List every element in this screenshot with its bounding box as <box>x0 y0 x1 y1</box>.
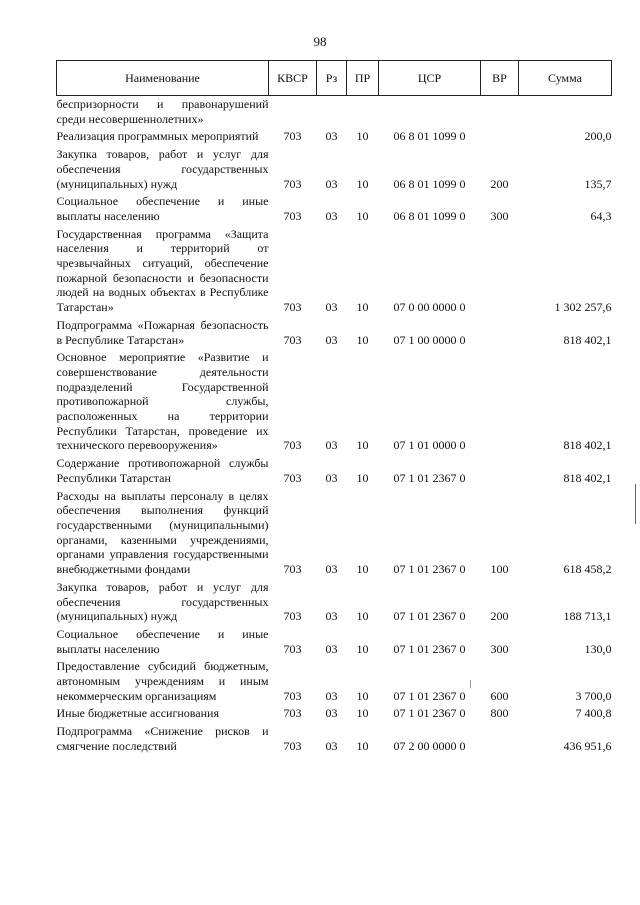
cell-name: Социальное обеспечение и иные выплаты населению <box>56 194 269 223</box>
table-row <box>57 349 612 455</box>
cell-pr: 10 <box>356 129 369 144</box>
cell-pr: 10 <box>356 176 369 191</box>
cell-kvsr: 703 <box>283 738 302 753</box>
cell-sum: 188 713,1 <box>563 609 612 624</box>
table-row <box>57 723 612 755</box>
cell-csr <box>379 96 481 129</box>
table-row <box>57 317 612 349</box>
table-header-row <box>57 61 612 96</box>
header-kvsr: КВСР <box>269 61 317 96</box>
cell-kvsr: 703 <box>283 208 302 223</box>
cell-pr: 10 <box>356 470 369 485</box>
cell-sum: 1 302 257,6 <box>554 300 612 315</box>
cell-vr: 800 <box>490 706 509 721</box>
cell-vr <box>481 96 519 129</box>
cell-vr: 300 <box>490 641 509 656</box>
cell-vr <box>481 317 519 349</box>
cell-sum: 3 700,0 <box>575 688 612 703</box>
cell-name: Реализация программных мероприятий <box>56 129 259 144</box>
cell-kvsr: 703 <box>283 176 302 191</box>
cell-pr: 10 <box>356 438 369 453</box>
cell-csr: 07 1 01 2367 0 <box>393 641 466 656</box>
cell-name: Закупка товаров, работ и услуг для обеспечения государственных (муниципальных) нужд <box>56 147 269 191</box>
cell-name: Социальное обеспечение и иные выплаты населению <box>56 626 269 656</box>
cell-kvsr: 703 <box>283 562 302 577</box>
scan-mark <box>470 680 471 688</box>
table-row <box>57 579 612 626</box>
cell-vr: 100 <box>490 562 509 577</box>
cell-kvsr: 703 <box>283 688 302 703</box>
cell-sum: 130,0 <box>584 641 612 656</box>
cell-rz: 03 <box>325 738 338 753</box>
cell-csr: 07 1 00 0000 0 <box>393 332 466 347</box>
cell-vr: 600 <box>490 688 509 703</box>
cell-rz: 03 <box>325 208 338 223</box>
cell-name: Иные бюджетные ассигнования <box>56 706 219 721</box>
cell-csr: 06 8 01 1099 0 <box>393 129 466 144</box>
table-row <box>57 626 612 658</box>
table-row <box>57 193 612 225</box>
cell-sum: 64,3 <box>590 208 612 223</box>
cell-csr: 07 1 01 2367 0 <box>393 470 466 485</box>
header-pr: ПР <box>347 61 379 96</box>
cell-rz: 03 <box>325 332 338 347</box>
cell-name: Предоставление субсидий бюджетным, автономным учреждениям и иным некоммерческим организациям <box>56 659 269 703</box>
cell-pr: 10 <box>356 300 369 315</box>
cell-vr <box>481 349 519 455</box>
cell-kvsr: 703 <box>283 706 302 721</box>
cell-name: Государственная программа «Защита населения и территорий от чрезвычайных ситуаций, обеспечение пожарной безопасности и безопасности людей на водных объектах в Республике Татарстан» <box>56 226 269 315</box>
cell-name: Закупка товаров, работ и услуг для обеспечения государственных (муниципальных) нужд <box>56 579 269 624</box>
header-rz: Рз <box>317 61 347 96</box>
cell-name: беспризорности и правонарушений среди несовершеннолетних» <box>56 97 269 126</box>
cell-rz: 03 <box>325 562 338 577</box>
table-row <box>57 128 612 146</box>
cell-pr <box>347 96 379 129</box>
cell-rz: 03 <box>325 176 338 191</box>
cell-csr: 07 1 01 2367 0 <box>393 562 466 577</box>
cell-vr: 200 <box>490 176 509 191</box>
table-row <box>57 226 612 317</box>
header-csr: ЦСР <box>379 61 481 96</box>
header-name: Наименование <box>57 61 269 96</box>
cell-csr: 07 2 00 0000 0 <box>393 738 466 753</box>
cell-sum <box>519 96 612 129</box>
cell-kvsr: 703 <box>283 609 302 624</box>
cell-sum: 818 402,1 <box>563 438 612 453</box>
cell-kvsr: 703 <box>283 641 302 656</box>
cell-vr <box>481 226 519 317</box>
cell-pr: 10 <box>356 332 369 347</box>
cell-rz: 03 <box>325 706 338 721</box>
cell-csr: 06 8 01 1099 0 <box>393 176 466 191</box>
cell-kvsr: 703 <box>283 438 302 453</box>
cell-pr: 10 <box>356 208 369 223</box>
cell-name: Подпрограмма «Пожарная безопасность в Республике Татарстан» <box>56 317 269 347</box>
cell-csr: 07 1 01 2367 0 <box>393 609 466 624</box>
header-sum: Сумма <box>519 61 612 96</box>
cell-pr: 10 <box>356 706 369 721</box>
table-row <box>57 455 612 487</box>
table-row <box>57 488 612 579</box>
table-row <box>57 146 612 193</box>
cell-pr: 10 <box>356 738 369 753</box>
cell-pr: 10 <box>356 641 369 656</box>
scan-mark <box>635 484 636 524</box>
cell-pr: 10 <box>356 562 369 577</box>
cell-sum: 135,7 <box>584 176 612 191</box>
cell-csr: 07 1 01 2367 0 <box>393 706 466 721</box>
cell-rz: 03 <box>325 470 338 485</box>
cell-sum: 436 951,6 <box>563 738 612 753</box>
cell-csr: 06 8 01 1099 0 <box>393 208 466 223</box>
table-row <box>57 658 612 705</box>
cell-kvsr <box>269 96 317 129</box>
cell-sum: 200,0 <box>584 129 612 144</box>
cell-sum: 818 402,1 <box>563 332 612 347</box>
cell-name: Подпрограмма «Снижение рисков и смягчение последствий <box>56 724 269 753</box>
table-body <box>57 96 612 756</box>
table-row <box>57 705 612 723</box>
cell-rz: 03 <box>325 129 338 144</box>
header-vr: ВР <box>481 61 519 96</box>
cell-kvsr: 703 <box>283 332 302 347</box>
page-number: 98 <box>313 34 327 49</box>
cell-name: Расходы на выплаты персоналу в целях обеспечения выполнения функций государственными (муниципальными) органами, казенными учреждениями, органами управления государственными внебюджетными фондами <box>56 488 269 577</box>
cell-vr: 300 <box>490 208 509 223</box>
cell-sum: 618 458,2 <box>563 562 612 577</box>
cell-name: Содержание противопожарной службы Республики Татарстан <box>56 456 269 485</box>
cell-sum: 7 400,8 <box>575 706 612 721</box>
cell-csr: 07 1 01 2367 0 <box>393 688 466 703</box>
cell-rz: 03 <box>325 609 338 624</box>
cell-rz: 03 <box>325 300 338 315</box>
cell-pr: 10 <box>356 688 369 703</box>
cell-vr <box>481 128 519 146</box>
cell-name: Основное мероприятие «Развитие и совершенствование деятельности подразделений Государственной противопожарной службы, расположенных на территории Республики Татарстан, проведение их технического перевооружения» <box>56 350 269 453</box>
cell-vr <box>481 723 519 755</box>
cell-vr: 200 <box>490 609 509 624</box>
budget-table <box>56 60 612 756</box>
cell-vr <box>481 455 519 487</box>
cell-csr: 07 1 01 0000 0 <box>393 438 466 453</box>
cell-pr: 10 <box>356 609 369 624</box>
cell-sum: 818 402,1 <box>563 470 612 485</box>
cell-kvsr: 703 <box>283 129 302 144</box>
cell-rz <box>317 96 347 129</box>
cell-csr: 07 0 00 0000 0 <box>393 300 466 315</box>
cell-rz: 03 <box>325 438 338 453</box>
cell-kvsr: 703 <box>283 470 302 485</box>
cell-kvsr: 703 <box>283 300 302 315</box>
cell-rz: 03 <box>325 688 338 703</box>
table-row <box>57 96 612 129</box>
cell-rz: 03 <box>325 641 338 656</box>
